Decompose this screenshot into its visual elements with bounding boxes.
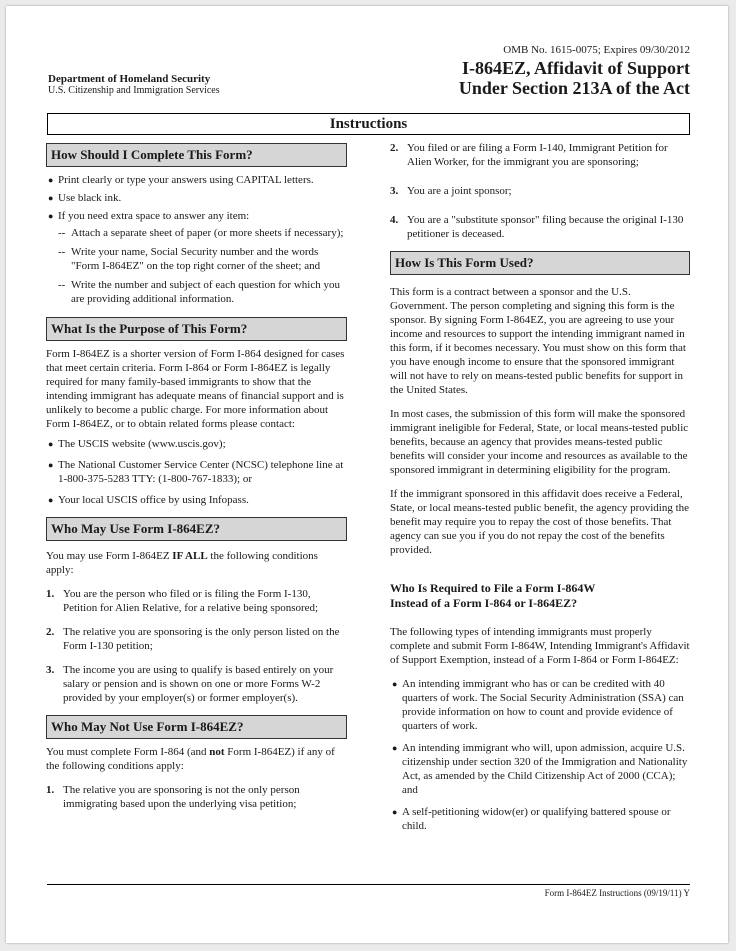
subagency-name: U.S. Citizenship and Immigration Services (48, 85, 220, 96)
paragraph (46, 549, 347, 577)
item-text: You are a joint sponsor; (407, 185, 512, 197)
item-text: You are the person who filed or is filing the Form I-130, Petition for Alien Relative, for a relative being sponsored; (63, 588, 319, 614)
footer-rule (47, 884, 690, 885)
list-item: ● The USCIS website (www.uscis.gov); (48, 437, 347, 451)
numbered-item (46, 663, 347, 705)
footer-text: Form I-864EZ Instructions (09/19/11) Y (544, 888, 690, 898)
list-item: ● An intending immigrant who has or can be credited with 40 quarters of work. The Social Security Administration (SSA) can provide information on how to count and provide evidence of quarters of work. (392, 677, 690, 733)
paragraph: The following types of intending immigrants must properly complete and submit Form I-864W, Intending Immigrant's Affidavit of Support Exemption, instead of a Form I-864 or Form I-864EZ: (390, 626, 690, 666)
item-text: The income you are using to qualify is based entirely on your salary or pension and is shown on one or more Forms W-2 provided by your employer(s) or former employer(s). (63, 664, 334, 704)
numbered-item (46, 625, 347, 653)
list-item: ● Use black ink. (48, 191, 347, 205)
item-number: 3. (390, 185, 399, 197)
subheading-line2: Instead of a Form I-864 or I-864EZ? (390, 596, 578, 610)
paragraph: This form is a contract between a sponsor and the U.S. Government. The person completing and signing this form is the sponsor. By signing Form I-864EZ, you are agreeing to use your income and resources to support the intending immigrant named in this form, if it becomes necessary. You must show on this form that you have enough income to ensure that the sponsored immigrant will not have to rely on means-tested public benefits for support in the United States. (390, 286, 686, 396)
section-heading-how-used: How Is This Form Used? (390, 251, 690, 275)
numbered-item (46, 587, 347, 615)
item-text: The relative you are sponsoring is the only person listed on the Form I-130 petition; (63, 626, 340, 652)
subheading-line1: Who Is Required to File a Form I-864W (390, 581, 596, 595)
text-run: You may use Form I-864EZ (46, 550, 173, 562)
left-column (46, 143, 347, 811)
list-item: -- Write the number and subject of each question for which you are providing additional information. (46, 278, 347, 306)
paragraph (46, 745, 347, 773)
paragraph: In most cases, the submission of this form will make the sponsored immigrant ineligible for Federal, State, or local means-tested public benefits, because an agency that provides means-tested public benefits will consider your income and resources as available to the sponsored immigrant in determining eligibility for the program. (390, 408, 689, 476)
numbered-item (46, 783, 347, 811)
list-item: ● Print clearly or type your answers using CAPITAL letters. (48, 173, 347, 187)
item-number: 2. (46, 626, 55, 638)
text-run-bold: IF ALL (172, 550, 208, 562)
list-item: ● The National Customer Service Center (NCSC) telephone line at 1-800-375-5283 TTY: (1-800-767-1833); or (48, 458, 347, 486)
agency-name: Department of Homeland Security (48, 73, 211, 85)
item-text: The relative you are sponsoring is not the only person immigrating based upon the underlying visa petition; (63, 784, 300, 810)
text-run-bold: not (209, 746, 225, 758)
text-run: the following conditions apply: (46, 550, 318, 576)
item-text: You filed or are filing a Form I-140, Immigrant Petition for Alien Worker, for the immigrant you are sponsoring; (407, 142, 668, 168)
section-heading-who-may-not-use: Who May Not Use Form I-864EZ? (46, 715, 347, 739)
form-title-line1: I-864EZ, Affidavit of Support (461, 58, 690, 78)
list-item: ● A self-petitioning widow(er) or qualifying battered spouse or child. (392, 805, 690, 833)
item-text: You are a "substitute sponsor" filing because the original I-130 petitioner is deceased. (407, 214, 684, 240)
numbered-item (390, 213, 690, 241)
item-number: 4. (390, 214, 399, 226)
paragraph: If the immigrant sponsored in this affidavit does receive a Federal, State, or local means-tested public benefit, the agency providing the benefit may require you to repay the cost of those benefits. That agency can sue you if you do not repay the cost of the benefits provided. (390, 488, 690, 556)
numbered-item (390, 184, 690, 198)
list-item: ● An intending immigrant who will, upon admission, acquire U.S. citizenship under section 320 of the Immigration and Nationality Act, as amended by the Child Citizenship Act of 2000 (CCA); and (392, 741, 690, 797)
paragraph: Form I-864EZ is a shorter version of Form I-864 designed for cases that meet certain criteria. Form I-864 or Form I-864EZ is legally required for many family-based immigrants to show that the intending immigrant has adequate means of financial support and is unlikely to become a public charge. For more information about Form I-864EZ, or to obtain related forms please contact: (46, 348, 345, 430)
section-heading-how-complete: How Should I Complete This Form? (46, 143, 347, 167)
form-title-line2: Under Section 213A of the Act (458, 78, 690, 98)
list-item: -- Write your name, Social Security number and the words "Form I-864EZ" on the top right corner of the sheet; and (46, 245, 347, 273)
list-item: ● If you need extra space to answer any item: (48, 209, 347, 223)
text-run: You must complete Form I-864 (and (46, 746, 210, 758)
item-number: 1. (46, 784, 55, 796)
list-item: ● Your local USCIS office by using Infopass. (48, 493, 347, 507)
instructions-banner: Instructions (47, 113, 690, 135)
section-heading-purpose: What Is the Purpose of This Form? (46, 317, 347, 341)
section-heading-who-may-use: Who May Use Form I-864EZ? (46, 517, 347, 541)
text-run: Form I-864EZ) if any of the following conditions apply: (46, 746, 335, 772)
item-number: 3. (46, 664, 55, 676)
right-column (390, 141, 690, 833)
list-item: -- Attach a separate sheet of paper (or more sheets if necessary); (46, 226, 347, 240)
item-number: 2. (390, 142, 399, 154)
omb-number: OMB No. 1615-0075; Expires 09/30/2012 (503, 44, 690, 56)
item-number: 1. (46, 588, 55, 600)
numbered-item (390, 141, 690, 169)
